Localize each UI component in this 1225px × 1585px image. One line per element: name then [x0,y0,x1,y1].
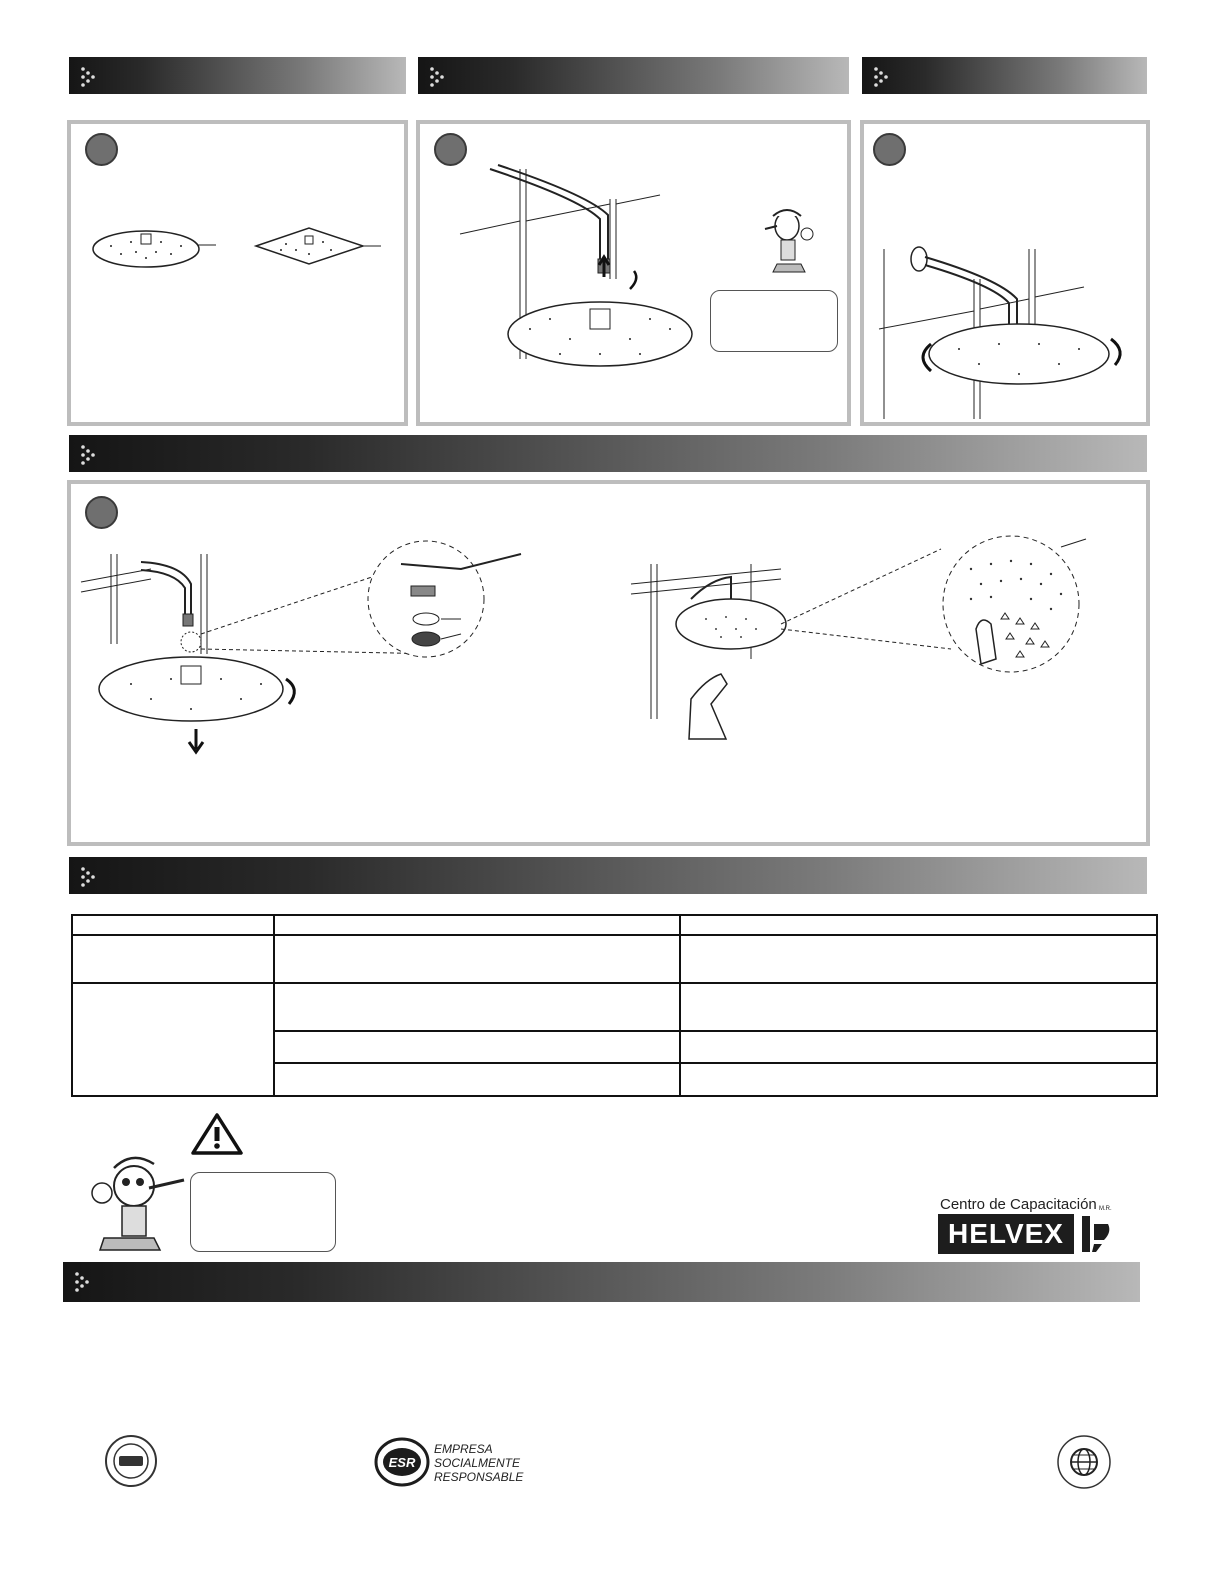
esr-line-3: RESPONSABLE [434,1470,524,1484]
table-cell [274,1063,680,1096]
round-shower-head-illustration [91,224,231,274]
triangle-dots-icon [79,444,99,464]
esr-line-2: SOCIALMENTE [434,1456,521,1470]
nozzle-cleaning-illustration [631,529,1091,739]
section-header-footer [63,1262,1140,1302]
mascot-illustration [755,204,825,279]
table-cell [680,935,1157,983]
helvex-logo: HELVEX [938,1214,1074,1254]
table-header-cell [274,915,680,935]
panel-installation [416,120,851,426]
warning-speech-bubble [190,1172,336,1252]
step-badge [873,133,906,166]
panel-maintenance [67,480,1150,846]
triangle-dots-icon [73,1271,93,1291]
table-cell [274,983,680,1031]
section-header-2 [418,57,849,94]
esr-badge-text: ESR [388,1455,416,1470]
warning-triangle-icon [191,1112,243,1156]
triangle-dots-icon [872,66,892,86]
panel-models [67,120,408,426]
esr-text [434,1442,523,1484]
section-header-3 [862,57,1147,94]
triangle-dots-icon [428,66,448,86]
table-cell [72,935,274,983]
tightening-illustration [879,239,1144,419]
internet-globe-seal-icon [1056,1434,1112,1490]
training-center-label: Centro de Capacitación [940,1196,1097,1213]
triangle-dots-icon [79,66,99,86]
table-cell [680,1063,1157,1096]
registered-mark: M.R. [1099,1206,1112,1212]
esr-badge-icon [372,1436,432,1488]
troubleshooting-table [71,914,1158,1097]
table-header-cell [680,915,1157,935]
table-header-cell [72,915,274,935]
table-cell [274,1031,680,1063]
helvex-quality-seal-icon [104,1434,158,1488]
section-header-maintenance [69,435,1147,472]
helvex-emblem-icon [1078,1214,1112,1254]
mascot-warning-illustration [84,1148,194,1260]
installation-illustration [460,159,720,389]
table-cell [72,983,274,1096]
square-shower-head-illustration [251,222,391,272]
section-header-1 [69,57,406,94]
table-cell [274,935,680,983]
triangle-dots-icon [79,866,99,886]
mascot-speech-bubble [710,290,838,352]
esr-line-1: EMPRESA [434,1442,493,1456]
filter-cleaning-illustration [81,534,531,764]
panel-tightening [860,120,1150,426]
table-cell [680,983,1157,1031]
table-row [72,935,1157,983]
table-row [72,983,1157,1031]
table-cell [680,1031,1157,1063]
step-badge [85,133,118,166]
section-header-troubleshooting [69,857,1147,894]
step-badge [85,496,118,529]
